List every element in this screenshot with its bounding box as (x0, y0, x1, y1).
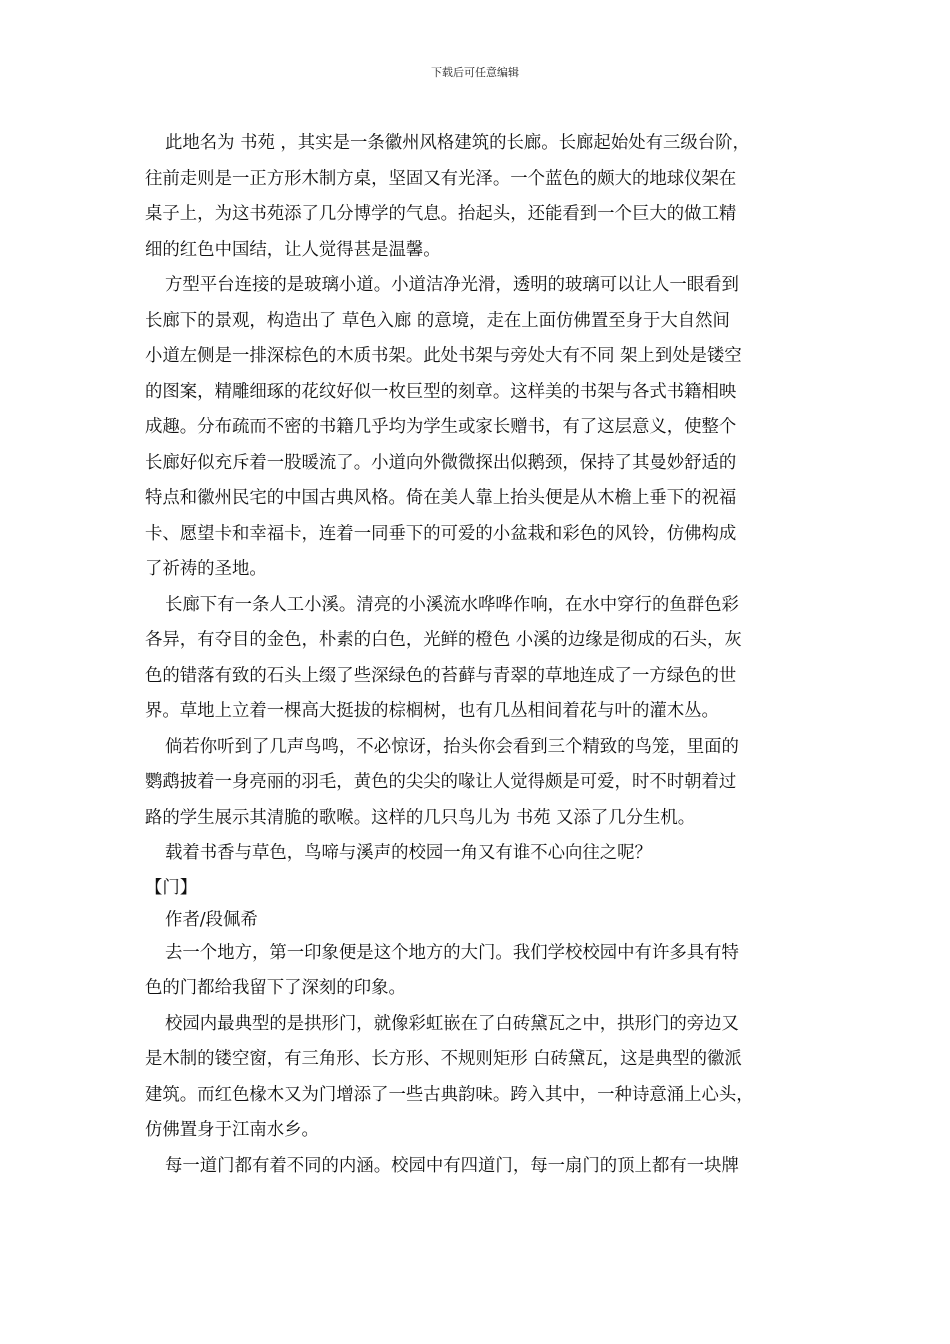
page-header: 下载后可任意编辑 (431, 66, 519, 79)
text-line: 桌子上，为这书苑添了几分博学的气息。抬起头，还能看到一个巨大的做工精 (145, 204, 737, 224)
text-line: 往前走则是一正方形木制方桌，坚固又有光泽。一个蓝色的颇大的地球仪架在 (145, 168, 737, 189)
text-line: 色的错落有致的石头上缀了些深绿色的苔藓与青翠的草地连成了一方绿色的世 (145, 665, 737, 686)
text-line: 界。草地上立着一棵高大挺拔的棕榈树，也有几丛相间着花与叶的灌木丛。 (145, 701, 719, 721)
text-line: 长廊下的景观，构造出了 草色入廊 的意境，走在上面仿佛置至身于大自然间 (145, 310, 730, 331)
document-body (145, 126, 810, 1184)
text-line: 鹦鹉披着一身亮丽的羽毛，黄色的尖尖的喙让人觉得颇是可爱，时不时朝着过 (145, 772, 737, 792)
author-line: 作者/段佩希 (165, 909, 258, 930)
text-line: 各异，有夺目的金色，朴素的白色，光鲜的橙色 小溪的边缘是彻成的石头，灰 (145, 630, 742, 650)
text-line: 是木制的镂空窗，有三角形、长方形、不规则矩形 白砖黛瓦，这是典型的徽派 (145, 1049, 742, 1069)
text-line: 建筑。而红色椽木又为门增添了一些古典韵味。跨入其中，一种诗意涌上心头， (145, 1084, 754, 1105)
text-line: 小道左侧是一排深棕色的木质书架。此处书架与旁处大有不同 架上到处是镂空 (145, 346, 742, 366)
text-line: 细的红色中国结，让人觉得甚是温馨。 (145, 239, 441, 260)
text-line: 路的学生展示其清脆的歌喉。这样的几只鸟儿为 书苑 又添了几分生机。 (145, 807, 696, 828)
text-line: 校园内最典型的是拱形门，就像彩虹嵌在了白砖黛瓦之中，拱形门的旁边又 (165, 1013, 739, 1034)
text-line: 长廊下有一条人工小溪。清亮的小溪流水哗哗作响，在水中穿行的鱼群色彩 (165, 594, 739, 615)
text-line: 成趣。分布疏而不密的书籍几乎均为学生或家长赠书，有了这层意义，使整个 (145, 417, 737, 437)
text-line: 去一个地方，第一印象便是这个地方的大门。我们学校校园中有许多具有特 (165, 942, 739, 963)
text-line: 的图案，精雕细琢的花纹好似一枚巨型的刻章。这样美的书架与各式书籍相映 (145, 381, 737, 402)
text-line: 长廊好似充斥着一股暖流了。小道向外微微探出似鹅颈，保持了其曼妙舒适的 (145, 452, 737, 473)
text-line: 卡、愿望卡和幸福卡，连着一同垂下的可爱的小盆栽和彩色的风铃，仿佛构成 (145, 523, 737, 544)
text-line: 特点和徽州民宅的中国古典风格。倚在美人靠上抬头便是从木檐上垂下的祝福 (145, 488, 737, 508)
text-line: 仿佛置身于江南水乡。 (145, 1120, 319, 1140)
text-line: 载着书香与草色，鸟啼与溪声的校园一角又有谁不心向往之呢？ (165, 843, 652, 863)
text-line: 了祈祷的圣地。 (145, 559, 267, 579)
text-line: 此地名为 书苑 ，其实是一条徽州风格建筑的长廊。长廊起始处有三级台阶， (165, 133, 750, 153)
text-line: 每一道门都有着不同的内涵。校园中有四道门，每一扇门的顶上都有一块牌 (165, 1155, 739, 1176)
text-line: 倘若你听到了几声鸟鸣，不必惊讶，抬头你会看到三个精致的鸟笼，里面的 (165, 736, 739, 757)
text-line: 色的门都给我留下了深刻的印象。 (145, 978, 406, 998)
section-heading: 【门】 (145, 877, 198, 898)
text-line: 方型平台连接的是玻璃小道。小道洁净光滑，透明的玻璃可以让人一眼看到 (165, 275, 739, 295)
